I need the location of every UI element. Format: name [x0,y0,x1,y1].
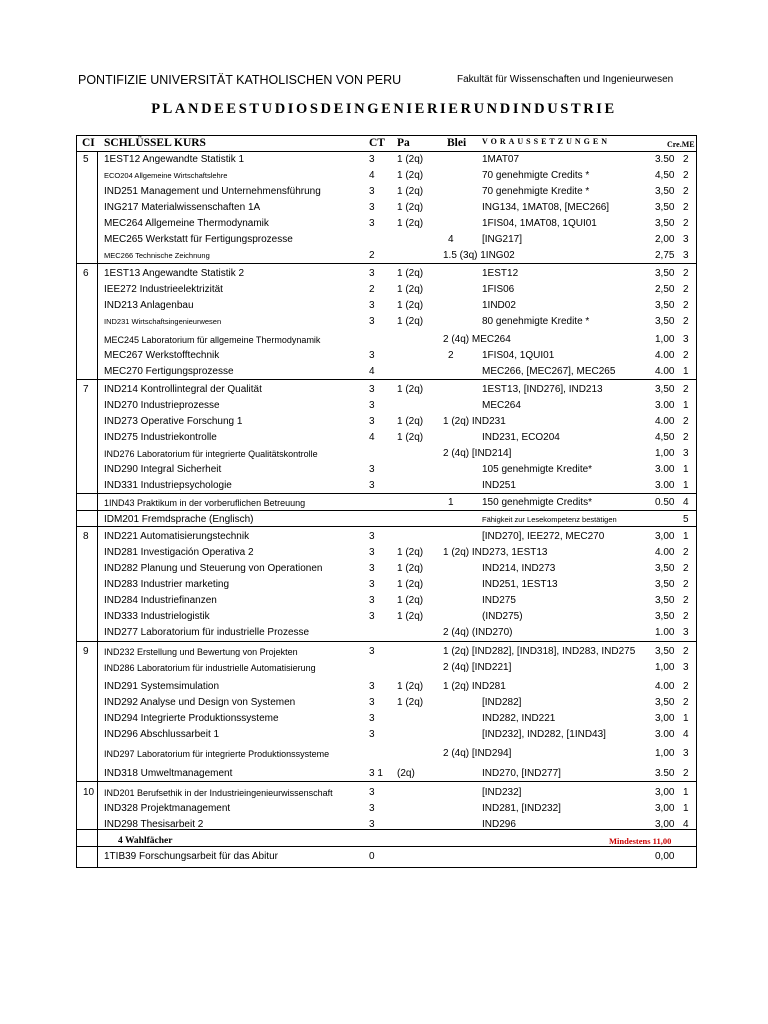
prerequisites: MEC264 [482,400,521,411]
ct-value: 4 [369,432,375,443]
me-value: 1 [683,531,689,542]
me-value: 5 [683,514,689,525]
ct-value: 3 [369,384,375,395]
course-name: 1IND43 Praktikum in der vorberuflichen Betreuung [104,498,306,508]
table-row [77,248,696,264]
pa-value: 1 (2q) [397,681,424,692]
pa-value: 1 (2q) [397,284,424,295]
pa-value: 1 (2q) [397,154,424,165]
table-row [77,184,696,200]
me-value: 3 [683,334,689,345]
course-name: IND232 Erstellung und Bewertung von Projekten [104,647,298,657]
credits: 1.00 [655,627,675,638]
credits: 3,50 [655,697,675,708]
course-name: MEC266 Technische Zeichnung [104,251,210,260]
ct-value: 0 [369,851,375,862]
credits: 0.50 [655,497,675,508]
table-row [77,561,696,577]
credits: 2,50 [655,284,675,295]
table-row [77,382,696,398]
me-value: 2 [683,611,689,622]
row-divider [77,379,696,380]
credits: 2,75 [655,250,675,261]
blei-value: 1 [448,497,454,508]
prerequisites: 1EST13, [IND276], IND213 [482,384,603,395]
me-value: 3 [683,627,689,638]
course-name: IND296 Abschlussarbeit 1 [104,729,220,740]
column-header-pa: Pa [397,137,410,149]
me-value: 4 [683,729,689,740]
credits: 0,00 [655,851,675,862]
course-name: IND331 Industriepsychologie [104,480,232,491]
credits: 3,00 [655,713,675,724]
prerequisites: 1IND02 [482,300,516,311]
blei-value: 1 (2q) [IND282], [IND318], IND283, IND275 [443,646,636,657]
table-row [77,266,696,282]
prerequisites: IND275 [482,595,516,606]
credits: 2,00 [655,234,675,245]
prerequisites: [IND282] [482,697,522,708]
me-value: 2 [683,284,689,295]
credits: 1,00 [655,334,675,345]
me-value: 1 [683,400,689,411]
course-name: IND276 Laboratorium für integrierte Qualitätskontrolle [104,449,318,459]
row-divider [77,846,696,847]
prerequisites: 1FIS04, 1MAT08, 1QUI01 [482,218,597,229]
table-row [77,446,696,462]
ct-value: 3 [369,819,375,830]
course-name: IND273 Operative Forschung 1 [104,416,243,427]
table-row [77,314,696,330]
prerequisites: 150 genehmigte Credits* [482,497,593,508]
me-value: 1 [683,464,689,475]
table-row [77,679,696,695]
pa-value: (2q) [397,768,415,779]
me-value: 2 [683,218,689,229]
course-name: IND291 Systemsimulation [104,681,220,692]
table-row [77,727,696,743]
table-row [77,495,696,511]
table-row [77,398,696,414]
credits: 4.00 [655,547,675,558]
me-value: 2 [683,384,689,395]
me-value: 2 [683,547,689,558]
curriculum-table [76,135,697,868]
course-name: MEC270 Fertigungsprozesse [104,366,234,377]
ct-value: 3 [369,713,375,724]
pa-value: 1 (2q) [397,300,424,311]
prerequisites: (IND275) [482,611,523,622]
university-name: PONTIFIZIE UNIVERSITÄT KATHOLISCHEN VON PERU [78,73,402,87]
row-divider [77,510,696,511]
course-name: IND270 Industrieprozesse [104,400,220,411]
course-name: IND213 Anlagenbau [104,300,194,311]
me-value: 2 [683,300,689,311]
course-name: MEC264 Allgemeine Thermodynamik [104,218,269,229]
credits: 3.50 [655,154,675,165]
ct-value: 4 [369,366,375,377]
credits: 3,50 [655,611,675,622]
me-value: 3 [683,748,689,759]
table-row [77,168,696,184]
me-value: 2 [683,768,689,779]
column-header-kurs: SCHLÜSSEL KURS [104,137,206,149]
prerequisites: [IND270], IEE272, MEC270 [482,531,605,542]
me-value: 4 [683,497,689,508]
row-divider [77,781,696,782]
prerequisites: 70 genehmigte Kredite * [482,186,590,197]
course-name: IND283 Industrier marketing [104,579,230,590]
table-row [77,430,696,446]
ct-value: 3 [369,316,375,327]
pa-value: 1 (2q) [397,202,424,213]
credits: 3,50 [655,218,675,229]
credits: 3.50 [655,768,675,779]
ct-value: 3 [369,154,375,165]
course-name: IND282 Planung und Steuerung von Operationen [104,563,323,574]
course-name: IEE272 Industrieelektrizität [104,284,223,295]
blei-value: 1 (2q) IND231 [443,416,506,427]
prerequisites: 105 genehmigte Kredite* [482,464,593,475]
course-name: IND298 Thesisarbeit 2 [104,819,204,830]
page-title: PLANDEESTUDIOSDEINGENIERIERUNDINDUSTRIE [151,101,617,117]
blei-value: 2 (4q) [IND214] [443,448,512,459]
ct-value: 3 [369,464,375,475]
credits: 3,50 [655,202,675,213]
course-name: IND281 Investigación Operativa 2 [104,547,254,558]
credits: 3,50 [655,384,675,395]
credits: 3,50 [655,595,675,606]
course-name: IND277 Laboratorium für industrielle Prozesse [104,627,310,638]
semester-number: 8 [83,531,89,542]
ct-value: 3 [369,611,375,622]
credits: 3,50 [655,268,675,279]
pa-value: 1 (2q) [397,186,424,197]
table-row [77,644,696,660]
me-value: 3 [683,234,689,245]
credits: 1,00 [655,748,675,759]
pa-value: 1 (2q) [397,697,424,708]
table-row [77,478,696,494]
ct-value: 3 1 [369,768,383,779]
course-name: IND221 Automatisierungstechnik [104,531,250,542]
pa-value: 1 (2q) [397,416,424,427]
me-value: 2 [683,154,689,165]
credits: 3,00 [655,787,675,798]
me-value: 2 [683,202,689,213]
prerequisites: MEC266, [MEC267], MEC265 [482,366,616,377]
me-value: 1 [683,366,689,377]
credits: 3.00 [655,400,675,411]
pa-value: 1 (2q) [397,579,424,590]
course-name: IND292 Analyse und Design von Systemen [104,697,296,708]
credits: 3,00 [655,803,675,814]
ct-value: 3 [369,268,375,279]
credits: 3.00 [655,729,675,740]
credits: 3,00 [655,819,675,830]
blei-value: 2 (4q) [IND221] [443,662,512,673]
pa-value: 1 (2q) [397,268,424,279]
ct-value: 3 [369,400,375,411]
me-value: 2 [683,316,689,327]
me-value: 2 [683,563,689,574]
me-value: 1 [683,787,689,798]
credits: 1,00 [655,448,675,459]
blei-value: 2 (4q) (IND270) [443,627,513,638]
prerequisites: IND251 [482,480,516,491]
prerequisites: ING134, 1MAT08, [MEC266] [482,202,610,213]
table-row [77,364,696,380]
table-row [77,462,696,478]
credits: 4,50 [655,170,675,181]
table-row [77,711,696,727]
prerequisites: 70 genehmigte Credits * [482,170,590,181]
pa-value: 1 (2q) [397,547,424,558]
credits: 3,50 [655,300,675,311]
prerequisites: IND281, [IND232] [482,803,561,814]
ct-value: 3 [369,186,375,197]
ct-value: 2 [369,250,375,261]
me-value: 1 [683,713,689,724]
prerequisites: 1FIS06 [482,284,515,295]
blei-value: 1 (2q) IND273, 1EST13 [443,547,548,558]
credits: 3,00 [655,531,675,542]
table-row [77,695,696,711]
prerequisites: 1EST12 [482,268,519,279]
course-name: MEC245 Laboratorium für allgemeine Thermodynamik [104,335,321,345]
faculty-name: Fakultät für Wissenschaften und Ingenieurwesen [457,74,674,85]
course-name: 1EST13 Angewandte Statistik 2 [104,268,245,279]
table-row [77,545,696,561]
prerequisites: 80 genehmigte Kredite * [482,316,590,327]
ct-value: 3 [369,202,375,213]
pa-value: 1 (2q) [397,170,424,181]
table-row [77,849,696,865]
row-divider [77,493,696,494]
table-row [77,348,696,364]
credits: 4.00 [655,350,675,361]
me-value: 1 [683,480,689,491]
table-row [77,766,696,782]
ct-value: 3 [369,547,375,558]
course-name: MEC267 Werkstofftechnik [104,350,220,361]
column-header-ci: CI [82,137,95,149]
prerequisites: IND296 [482,819,516,830]
table-row [77,801,696,817]
pa-value: 1 (2q) [397,595,424,606]
blei-value: 2 [448,350,454,361]
table-row [77,152,696,168]
table-row [77,746,696,762]
course-name: 1TIB39 Forschungsarbeit für das Abitur [104,851,278,862]
course-name: MEC265 Werkstatt für Fertigungsprozesse [104,234,293,245]
course-name: IND297 Laboratorium für integrierte Produktionssysteme [104,749,330,759]
pa-value: 1 (2q) [397,384,424,395]
row-divider [77,829,696,830]
ct-value: 3 [369,697,375,708]
me-value: 2 [683,170,689,181]
course-name: IND318 Umweltmanagement [104,768,233,779]
prerequisites: [IND232] [482,787,522,798]
ct-value: 3 [369,350,375,361]
course-name: IND201 Berufsethik in der Industrieingenieurwissenschaft [104,788,333,798]
table-row [77,785,696,801]
credits: 3,50 [655,186,675,197]
course-name: IND333 Industrielogistik [104,611,210,622]
table-row [77,216,696,232]
me-value: 2 [683,186,689,197]
ct-value: 3 [369,300,375,311]
credits: 4,50 [655,432,675,443]
ct-value: 3 [369,787,375,798]
me-value: 2 [683,432,689,443]
pa-value: 1 (2q) [397,563,424,574]
ct-value: 2 [369,284,375,295]
me-value: 2 [683,579,689,590]
course-name: IND294 Integrierte Produktionssysteme [104,713,279,724]
pa-value: 1 (2q) [397,218,424,229]
ct-value: 4 [369,170,375,181]
credits: 3.00 [655,464,675,475]
prerequisites: [IND232], IND282, [1IND43] [482,729,606,740]
ct-value: 3 [369,646,375,657]
course-name: IDM201 Fremdsprache (Englisch) [104,514,254,525]
credits: 3,50 [655,646,675,657]
prerequisites: 1MAT07 [482,154,520,165]
blei-value: 1 (2q) IND281 [443,681,506,692]
course-name: IND275 Industriekontrolle [104,432,217,443]
me-value: 3 [683,250,689,261]
ct-value: 3 [369,803,375,814]
blei-value: 1.5 (3q) 1ING02 [443,250,515,261]
table-row [77,625,696,641]
table-row [77,609,696,625]
prerequisites: IND270, [IND277] [482,768,561,779]
course-name: IND328 Projektmanagement [104,803,231,814]
credits: 3,50 [655,579,675,590]
table-row [77,298,696,314]
prerequisites: Mindestens 11,00 [609,836,672,846]
credits: 4.00 [655,416,675,427]
prerequisites: 1FIS04, 1QUI01 [482,350,555,361]
pa-value: 1 (2q) [397,316,424,327]
ct-value: 3 [369,416,375,427]
column-header-blei: Blei [447,137,467,149]
table-row [77,232,696,248]
course-name: IND214 Kontrollintegral der Qualität [104,384,262,395]
course-name: ECO204 Allgemeine Wirtschaftslehre [104,171,228,180]
credits: 4.00 [655,681,675,692]
me-value: 1 [683,803,689,814]
course-name: IND286 Laboratorium für industrielle Automatisierung [104,663,316,673]
blei-value: 2 (4q) MEC264 [443,334,511,345]
me-value: 3 [683,662,689,673]
prerequisites: IND282, IND221 [482,713,556,724]
ct-value: 3 [369,579,375,590]
credits: 3.00 [655,480,675,491]
column-header-creme: Cre.ME [667,140,695,149]
table-row [77,414,696,430]
me-value: 2 [683,268,689,279]
blei-value: 4 [448,234,454,245]
me-value: 2 [683,646,689,657]
semester-number: 6 [83,268,89,279]
pa-value: 1 (2q) [397,432,424,443]
ct-value: 3 [369,480,375,491]
table-row [77,660,696,676]
course-name: ING217 Materialwissenschaften 1A [104,202,261,213]
course-name: IND231 Wirtschaftsingenieurwesen [104,317,222,326]
row-divider [77,526,696,527]
table-row [77,332,696,348]
me-value: 2 [683,350,689,361]
ct-value: 3 [369,531,375,542]
column-header-ct: CT [369,137,385,149]
ct-value: 3 [369,563,375,574]
prerequisites: Fähigkeit zur Lesekompetenz bestätigen [482,515,617,524]
semester-number: 5 [83,154,89,165]
row-divider [77,641,696,642]
me-value: 2 [683,697,689,708]
ct-value: 3 [369,218,375,229]
credits: 3,50 [655,316,675,327]
semester-number: 10 [83,787,95,798]
table-row [77,529,696,545]
prerequisites: IND214, IND273 [482,563,556,574]
prerequisites: IND231, ECO204 [482,432,560,443]
credits: 3,50 [655,563,675,574]
prerequisites: IND251, 1EST13 [482,579,558,590]
table-row [77,593,696,609]
me-value: 2 [683,681,689,692]
credits: 4.00 [655,366,675,377]
table-row [77,577,696,593]
course-name: IND251 Management und Unternehmensführung [104,186,321,197]
me-value: 4 [683,819,689,830]
course-name: 4 Wahlfächer [118,836,173,846]
pa-value: 1 (2q) [397,611,424,622]
prerequisites: [ING217] [482,234,523,245]
row-divider [77,263,696,264]
ct-value: 3 [369,595,375,606]
table-row [77,200,696,216]
me-value: 2 [683,595,689,606]
semester-number: 7 [83,384,89,395]
course-name: IND284 Industriefinanzen [104,595,217,606]
ct-value: 3 [369,681,375,692]
credits: 1,00 [655,662,675,673]
me-value: 3 [683,448,689,459]
me-value: 2 [683,416,689,427]
table-row [77,282,696,298]
column-header-voraussetzungen: VORAUSSETZUNGEN [482,137,610,146]
course-name: IND290 Integral Sicherheit [104,464,222,475]
ct-value: 3 [369,729,375,740]
semester-number: 9 [83,646,89,657]
blei-value: 2 (4q) [IND294] [443,748,512,759]
table-row [77,817,696,833]
course-name: 1EST12 Angewandte Statistik 1 [104,154,245,165]
